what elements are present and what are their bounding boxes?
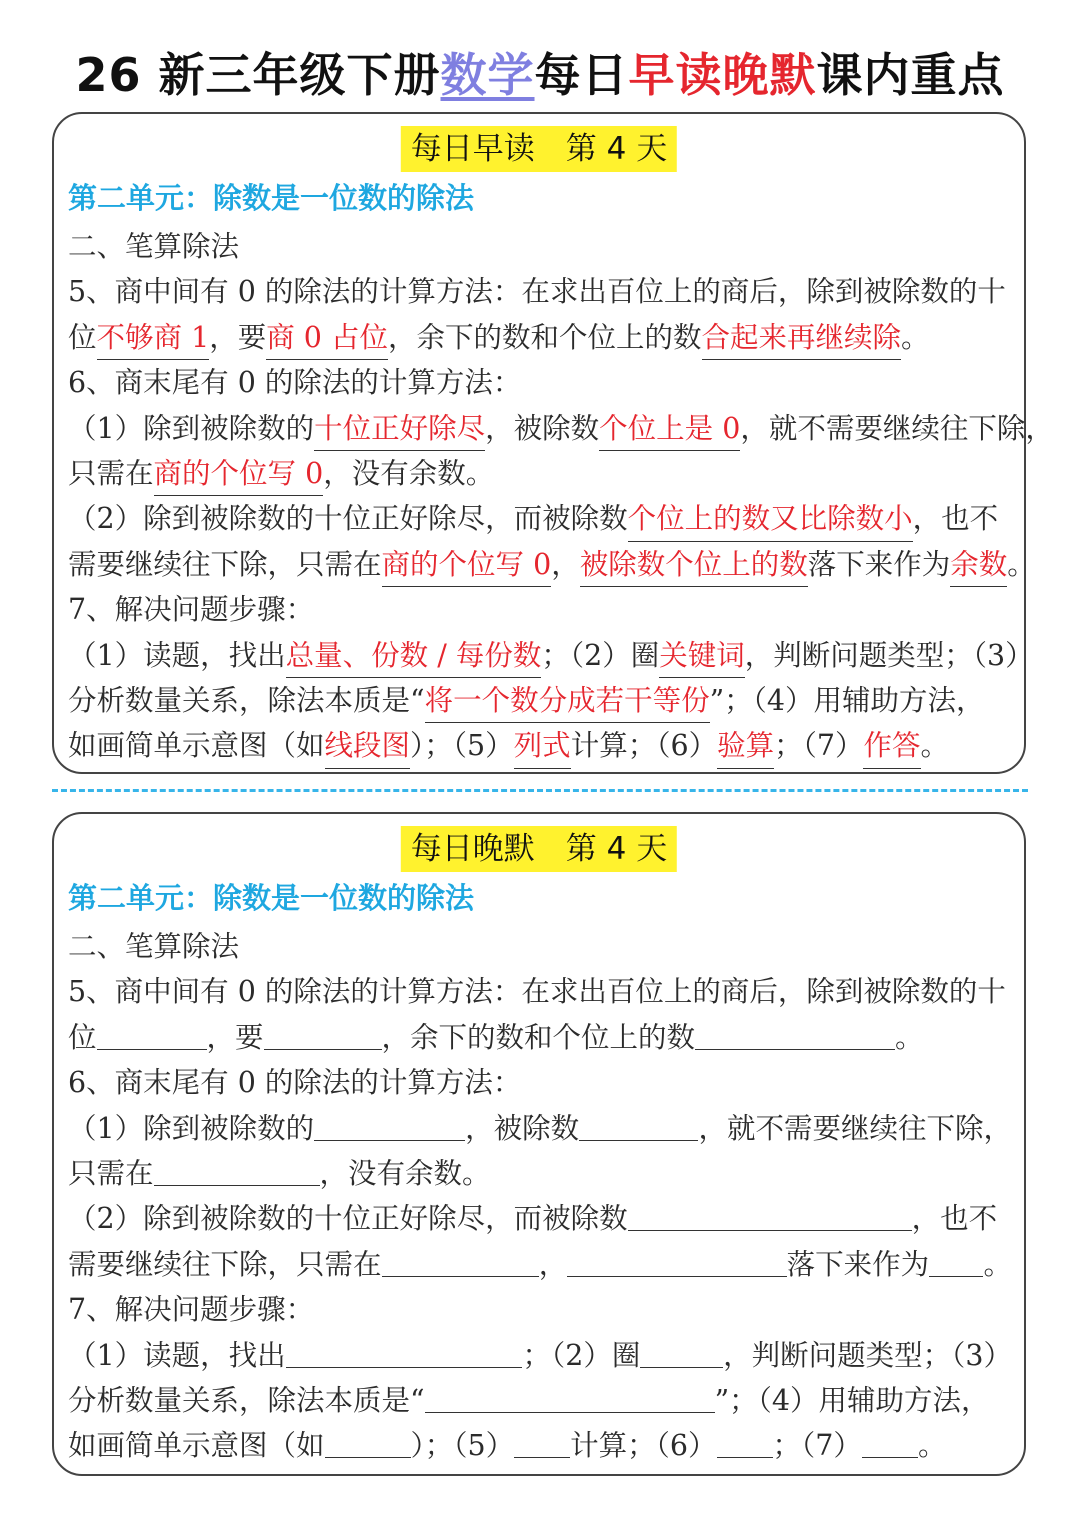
answer-text: 关键词 <box>659 633 745 678</box>
text-line: （1）读题，找出 ；（2）圈 ，判断问题类型；（3） <box>68 1333 1012 1378</box>
text-line: （2）除到被除数的十位正好除尽，而被除数 个位上的数又比除数小 ，也不 <box>68 496 1012 541</box>
text-line: 只需在 ，没有余数。 <box>68 1151 1012 1196</box>
fill-blank[interactable] <box>264 1015 382 1050</box>
answer-text: 个位上是 0 <box>599 406 740 451</box>
answer-text: 商的个位写 0 <box>382 542 552 587</box>
text-line: （1）读题，找出 总量、份数 / 每份数 ；（2）圈 关键词 ，判断问题类型；（3） <box>68 633 1012 678</box>
fill-blank[interactable] <box>286 1333 523 1368</box>
evening-content <box>68 924 1012 1469</box>
evening-unit-heading: 第二单元：除数是一位数的除法 <box>68 881 475 915</box>
fill-blank[interactable] <box>929 1242 983 1277</box>
answer-text: 个位上的数又比除数小 <box>628 496 913 541</box>
text-line: 5、商中间有 0 的除法的计算方法：在求出百位上的商后，除到被除数的十 <box>68 975 1006 1009</box>
text-line: 位 ，要 ，余下的数和个位上的数 。 <box>68 1015 1012 1060</box>
fill-blank[interactable] <box>567 1242 786 1277</box>
answer-text: 被除数个位上的数 <box>580 542 808 587</box>
answer-text: 商的个位写 0 <box>154 451 324 496</box>
morning-banner: 每日早读 第 4 天 <box>401 126 677 172</box>
title-highlight: 早读晚默 <box>628 48 817 102</box>
text-line: 6、商末尾有 0 的除法的计算方法： <box>68 366 522 400</box>
fill-blank[interactable] <box>628 1196 912 1231</box>
fill-blank[interactable] <box>514 1423 570 1458</box>
answer-text: 余数 <box>950 542 1007 587</box>
morning-content <box>68 224 1054 769</box>
answer-text: 商 0 占位 <box>266 315 388 360</box>
fill-blank[interactable] <box>382 1242 539 1277</box>
evening-banner: 每日晚默 第 4 天 <box>401 826 677 872</box>
text-line: 7、解决问题步骤： <box>68 593 315 627</box>
answer-text: 十位正好除尽 <box>314 406 485 451</box>
fill-blank[interactable] <box>717 1423 773 1458</box>
morning-card <box>52 112 1054 774</box>
text-line: 需要继续往下除，只需在 商的个位写 0 ， 被除数个位上的数 落下来作为 余数 。 <box>68 542 1012 587</box>
text-line: 7、解决问题步骤： <box>68 1293 315 1327</box>
answer-text: 不够商 1 <box>97 315 210 360</box>
dashed-divider <box>52 789 1028 792</box>
section-heading: 二、笔算除法 <box>68 930 240 963</box>
text-line: 6、商末尾有 0 的除法的计算方法： <box>68 1066 522 1100</box>
page-title <box>0 40 1080 110</box>
answer-text: 列式 <box>514 723 571 768</box>
title-suffix: 课内重点 <box>816 48 1005 102</box>
text-line: 分析数量关系，除法本质是“ ”；（4）用辅助方法， <box>68 1378 1012 1423</box>
fill-blank[interactable] <box>154 1151 320 1186</box>
text-line: 如画简单示意图（如 线段图 ）；（5） 列式 计算；（6） 验算 ；（7） 作答 。 <box>68 723 1012 768</box>
fill-blank[interactable] <box>579 1106 698 1141</box>
morning-unit-heading: 第二单元：除数是一位数的除法 <box>68 181 475 215</box>
text-line: （1）除到被除数的 十位正好除尽 ，被除数 个位上是 0 ，就不需要继续往下除， <box>68 406 1012 451</box>
fill-blank[interactable] <box>425 1378 715 1413</box>
answer-text: 作答 <box>863 723 920 768</box>
text-line: 分析数量关系，除法本质是“ 将一个数分成若干等份 ”；（4）用辅助方法， <box>68 678 1012 723</box>
fill-blank[interactable] <box>325 1423 411 1458</box>
text-line: （2）除到被除数的十位正好除尽，而被除数 ，也不 <box>68 1196 1012 1241</box>
fill-blank[interactable] <box>97 1015 207 1050</box>
answer-text: 将一个数分成若干等份 <box>425 678 710 723</box>
fill-blank[interactable] <box>640 1333 723 1368</box>
text-line: 如画简单示意图（如 ）；（5） 计算；（6） ；（7） 。 <box>68 1423 1012 1468</box>
fill-blank[interactable] <box>862 1423 918 1458</box>
evening-card <box>52 812 1026 1476</box>
text-line: 只需在 商的个位写 0 ，没有余数。 <box>68 451 1012 496</box>
answer-text: 线段图 <box>325 723 411 768</box>
answer-text: 总量、份数 / 每份数 <box>286 633 542 678</box>
section-heading: 二、笔算除法 <box>68 230 240 263</box>
fill-blank[interactable] <box>695 1015 895 1050</box>
title-prefix: 26 新三年级下册 <box>75 48 441 102</box>
answer-text: 合起来再继续除 <box>702 315 902 360</box>
text-line: 5、商中间有 0 的除法的计算方法：在求出百位上的商后，除到被除数的十 <box>68 275 1006 309</box>
text-line: （1）除到被除数的 ，被除数 ，就不需要继续往下除， <box>68 1106 1012 1151</box>
text-line: 需要继续往下除，只需在 ， 落下来作为 。 <box>68 1242 1012 1287</box>
title-subject: 数学 <box>440 48 535 102</box>
title-mid: 每日 <box>534 48 629 102</box>
text-line: 位 不够商 1 ，要 商 0 占位 ，余下的数和个位上的数 合起来再继续除 。 <box>68 315 1012 360</box>
fill-blank[interactable] <box>314 1106 465 1141</box>
answer-text: 验算 <box>717 723 774 768</box>
